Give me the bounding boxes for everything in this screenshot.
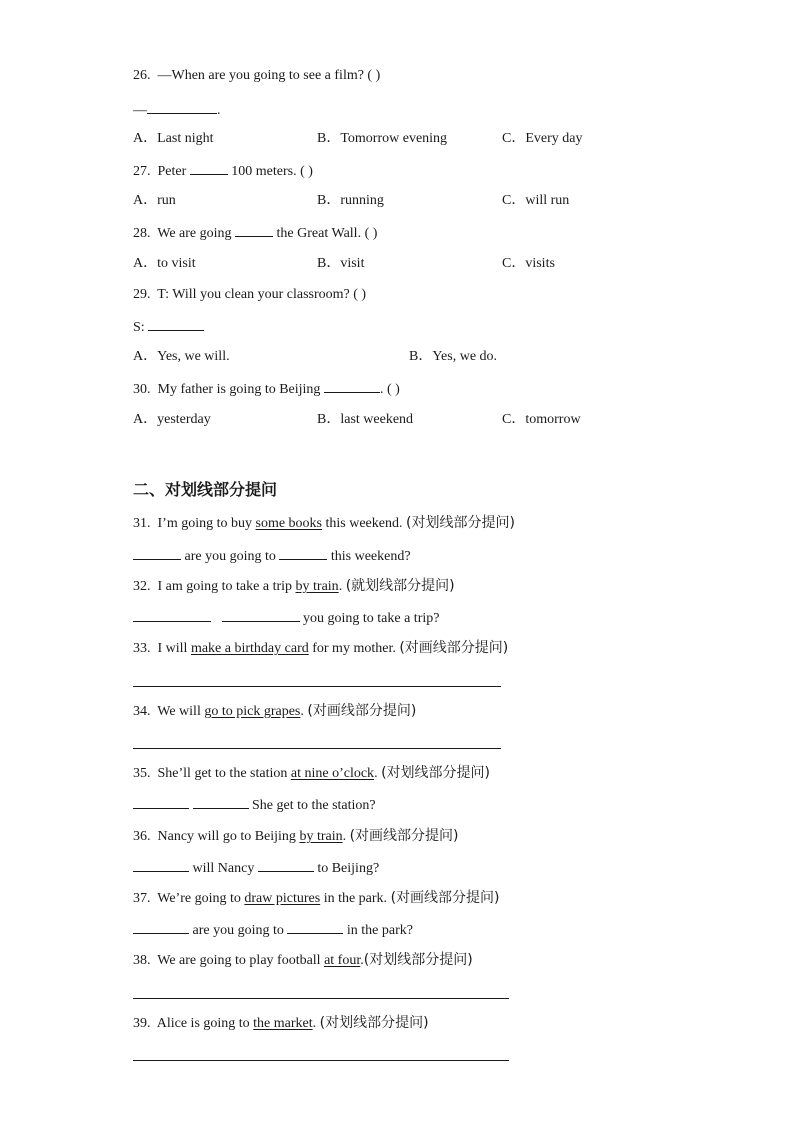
question-35-answer: She get to the station?	[133, 795, 376, 815]
question-35: 35. She’ll get to the station at nine o’clock. (对划线部分提问)	[133, 765, 490, 781]
underlined-phrase: at four	[324, 953, 361, 968]
question-27: 27. Peter 100 meters. ( )	[133, 161, 313, 181]
answer-line[interactable]	[133, 998, 509, 999]
option-b[interactable]: B．running	[317, 193, 384, 208]
answer-blank[interactable]	[147, 100, 217, 114]
question-33: 33. I will make a birthday card for my mother. (对画线部分提问)	[133, 640, 509, 656]
answer-line[interactable]	[133, 1060, 509, 1061]
underlined-phrase: the market	[253, 1016, 313, 1031]
instruction: (对画线部分提问)	[307, 703, 417, 719]
option-c[interactable]: C．tomorrow	[502, 412, 581, 427]
answer-blank[interactable]	[324, 379, 380, 393]
option-c[interactable]: C．visits	[502, 256, 555, 271]
question-29-answer-line: S:	[133, 317, 204, 337]
question-36: 36. Nancy will go to Beijing by train. (对画线部分提问)	[133, 828, 459, 844]
question-37: 37. We’re going to draw pictures in the park. (对画线部分提问)	[133, 890, 500, 906]
question-36-answer: will Nancy to Beijing?	[133, 858, 379, 878]
instruction: (对画线部分提问)	[390, 890, 500, 906]
instruction: (对划线部分提问)	[319, 1015, 429, 1031]
instruction: (对划线部分提问)	[405, 515, 515, 531]
instruction: (对划线部分提问)	[381, 765, 490, 781]
question-32: 32. I am going to take a trip by train. (就划线部分提问)	[133, 578, 455, 594]
option-b[interactable]: B．Yes, we do.	[409, 349, 498, 364]
option-a[interactable]: A．to visit	[133, 256, 196, 271]
question-38: 38. We are going to play football at four.(对划线部分提问)	[133, 952, 473, 968]
answer-blank[interactable]	[133, 795, 189, 809]
option-c[interactable]: C．Every day	[502, 131, 583, 146]
question-number: 26.	[133, 68, 151, 83]
question-31-answer: are you going to this weekend?	[133, 546, 411, 566]
question-28: 28. We are going the Great Wall. ( )	[133, 223, 377, 243]
option-a[interactable]: A．Last night	[133, 131, 214, 146]
underlined-phrase: at nine o’clock	[290, 766, 375, 781]
underlined-phrase: some books	[255, 516, 322, 531]
answer-blank[interactable]	[222, 608, 300, 622]
answer-blank[interactable]	[133, 546, 181, 560]
underlined-phrase: go to pick grapes	[204, 704, 301, 719]
instruction: (对画线部分提问)	[399, 640, 509, 656]
question-29: 29. T: Will you clean your classroom? ( )	[133, 287, 367, 302]
answer-blank[interactable]	[133, 920, 189, 934]
option-a[interactable]: A．yesterday	[133, 412, 211, 427]
option-c[interactable]: C．will run	[502, 193, 570, 208]
option-a[interactable]: A．run	[133, 193, 176, 208]
option-b[interactable]: B．visit	[317, 256, 365, 271]
answer-line[interactable]	[133, 748, 501, 749]
answer-blank[interactable]	[133, 858, 189, 872]
answer-blank[interactable]	[193, 795, 249, 809]
answer-line[interactable]	[133, 686, 501, 687]
option-b[interactable]: B．Tomorrow evening	[317, 131, 448, 146]
instruction: (对划线部分提问)	[363, 952, 473, 968]
answer-blank[interactable]	[279, 546, 327, 560]
question-text: —When are you going to see a film? ( )	[157, 68, 381, 83]
question-34: 34. We will go to pick grapes. (对画线部分提问)	[133, 703, 417, 719]
underlined-phrase: draw pictures	[244, 891, 321, 906]
answer-blank[interactable]	[133, 608, 211, 622]
question-32-answer: you going to take a trip?	[133, 608, 439, 628]
underlined-phrase: by train	[299, 829, 343, 844]
question-39: 39. Alice is going to the market. (对划线部分提问)	[133, 1015, 429, 1031]
underlined-phrase: by train	[295, 579, 339, 594]
question-26	[133, 67, 380, 85]
underlined-phrase: make a birthday card	[190, 641, 309, 656]
question-26-answer-line: — .	[133, 100, 221, 120]
option-a[interactable]: A．Yes, we will.	[133, 349, 230, 364]
answer-blank[interactable]	[258, 858, 314, 872]
answer-blank[interactable]	[148, 317, 204, 331]
question-31: 31. I’m going to buy some books this weekend. (对划线部分提问)	[133, 515, 515, 531]
question-30: 30. My father is going to Beijing . ( )	[133, 379, 400, 399]
answer-blank[interactable]	[287, 920, 343, 934]
question-37-answer: are you going to in the park?	[133, 920, 413, 940]
instruction: (就划线部分提问)	[345, 578, 455, 594]
answer-blank[interactable]	[190, 161, 228, 175]
section-title: 二、对划线部分提问	[133, 480, 278, 499]
answer-blank[interactable]	[235, 223, 273, 237]
option-b[interactable]: B．last weekend	[317, 412, 414, 427]
instruction: (对画线部分提问)	[349, 828, 459, 844]
